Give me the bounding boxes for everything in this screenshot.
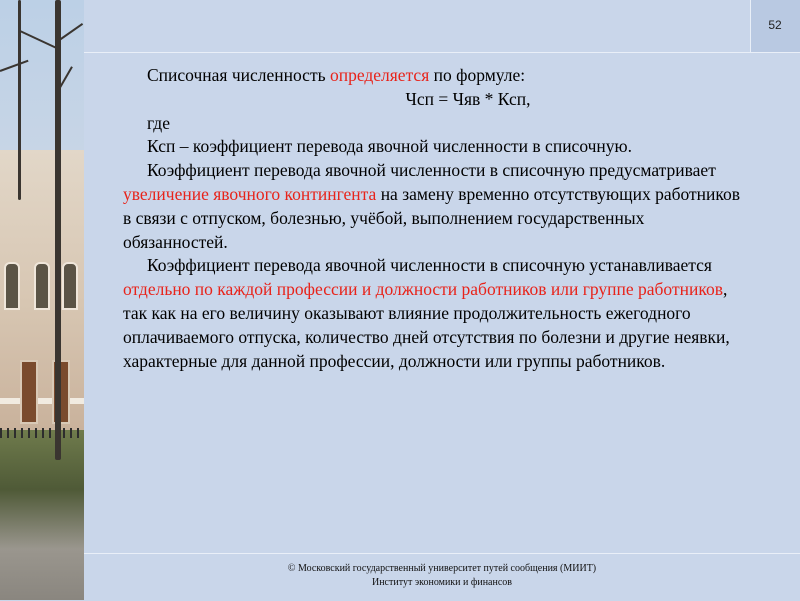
window [34,262,50,310]
footer-institute: Институт экономики и финансов [371,577,513,588]
window [4,262,20,310]
door [20,360,38,424]
ground [0,430,84,600]
tree-branch [0,60,29,72]
text-span: , так как на его величину оказывают влияние продолжительность ежегодного оплачиваемого отпуска, количество дней отсутствия по болезни и другие неявки, характерные для данной профессии, должности или группы работников. [123,279,730,371]
footer-copyright: © Московский государственный университет путей сообщения (МИИТ) [287,563,597,574]
formula: Чсп = Чяв * Ксп, [405,88,531,109]
highlight-text: увеличение явочного контингента [123,183,377,204]
paragraph-purpose [123,159,743,254]
tree-branch [20,30,57,49]
cornice [0,398,84,404]
paragraph-definition: Ксп – коэффициент перевода явочной численности в списочную. [147,136,632,157]
paragraph-setting [123,254,743,373]
window [62,262,78,310]
tree-trunk [55,0,61,460]
slide-body [123,64,743,373]
highlight-text: определяется [329,65,430,85]
page-number: 52 [768,18,782,32]
text-span: Списочная численность [147,65,330,85]
building-facade [0,150,84,430]
text-span: по формуле: [429,65,526,85]
header-band [84,0,750,53]
fence [0,428,84,438]
highlight-text: отдельно по каждой профессии и должности работников или группе работников [123,279,723,300]
building-photo [0,0,84,600]
footer [84,562,800,590]
paragraph-where: где [147,112,170,133]
tree-branch [57,23,83,42]
text-span: Коэффициент перевода явочной численности в списочную предусматривает [147,160,716,181]
paragraph-intro [123,64,743,88]
text-span: на замену временно отсутствующих работников в связи с отпуском, болезнью, учёбой, выполнением государственных обязанностей. [123,183,741,252]
text-span: Коэффициент перевода явочной численности в списочную устанавливается [147,255,712,276]
